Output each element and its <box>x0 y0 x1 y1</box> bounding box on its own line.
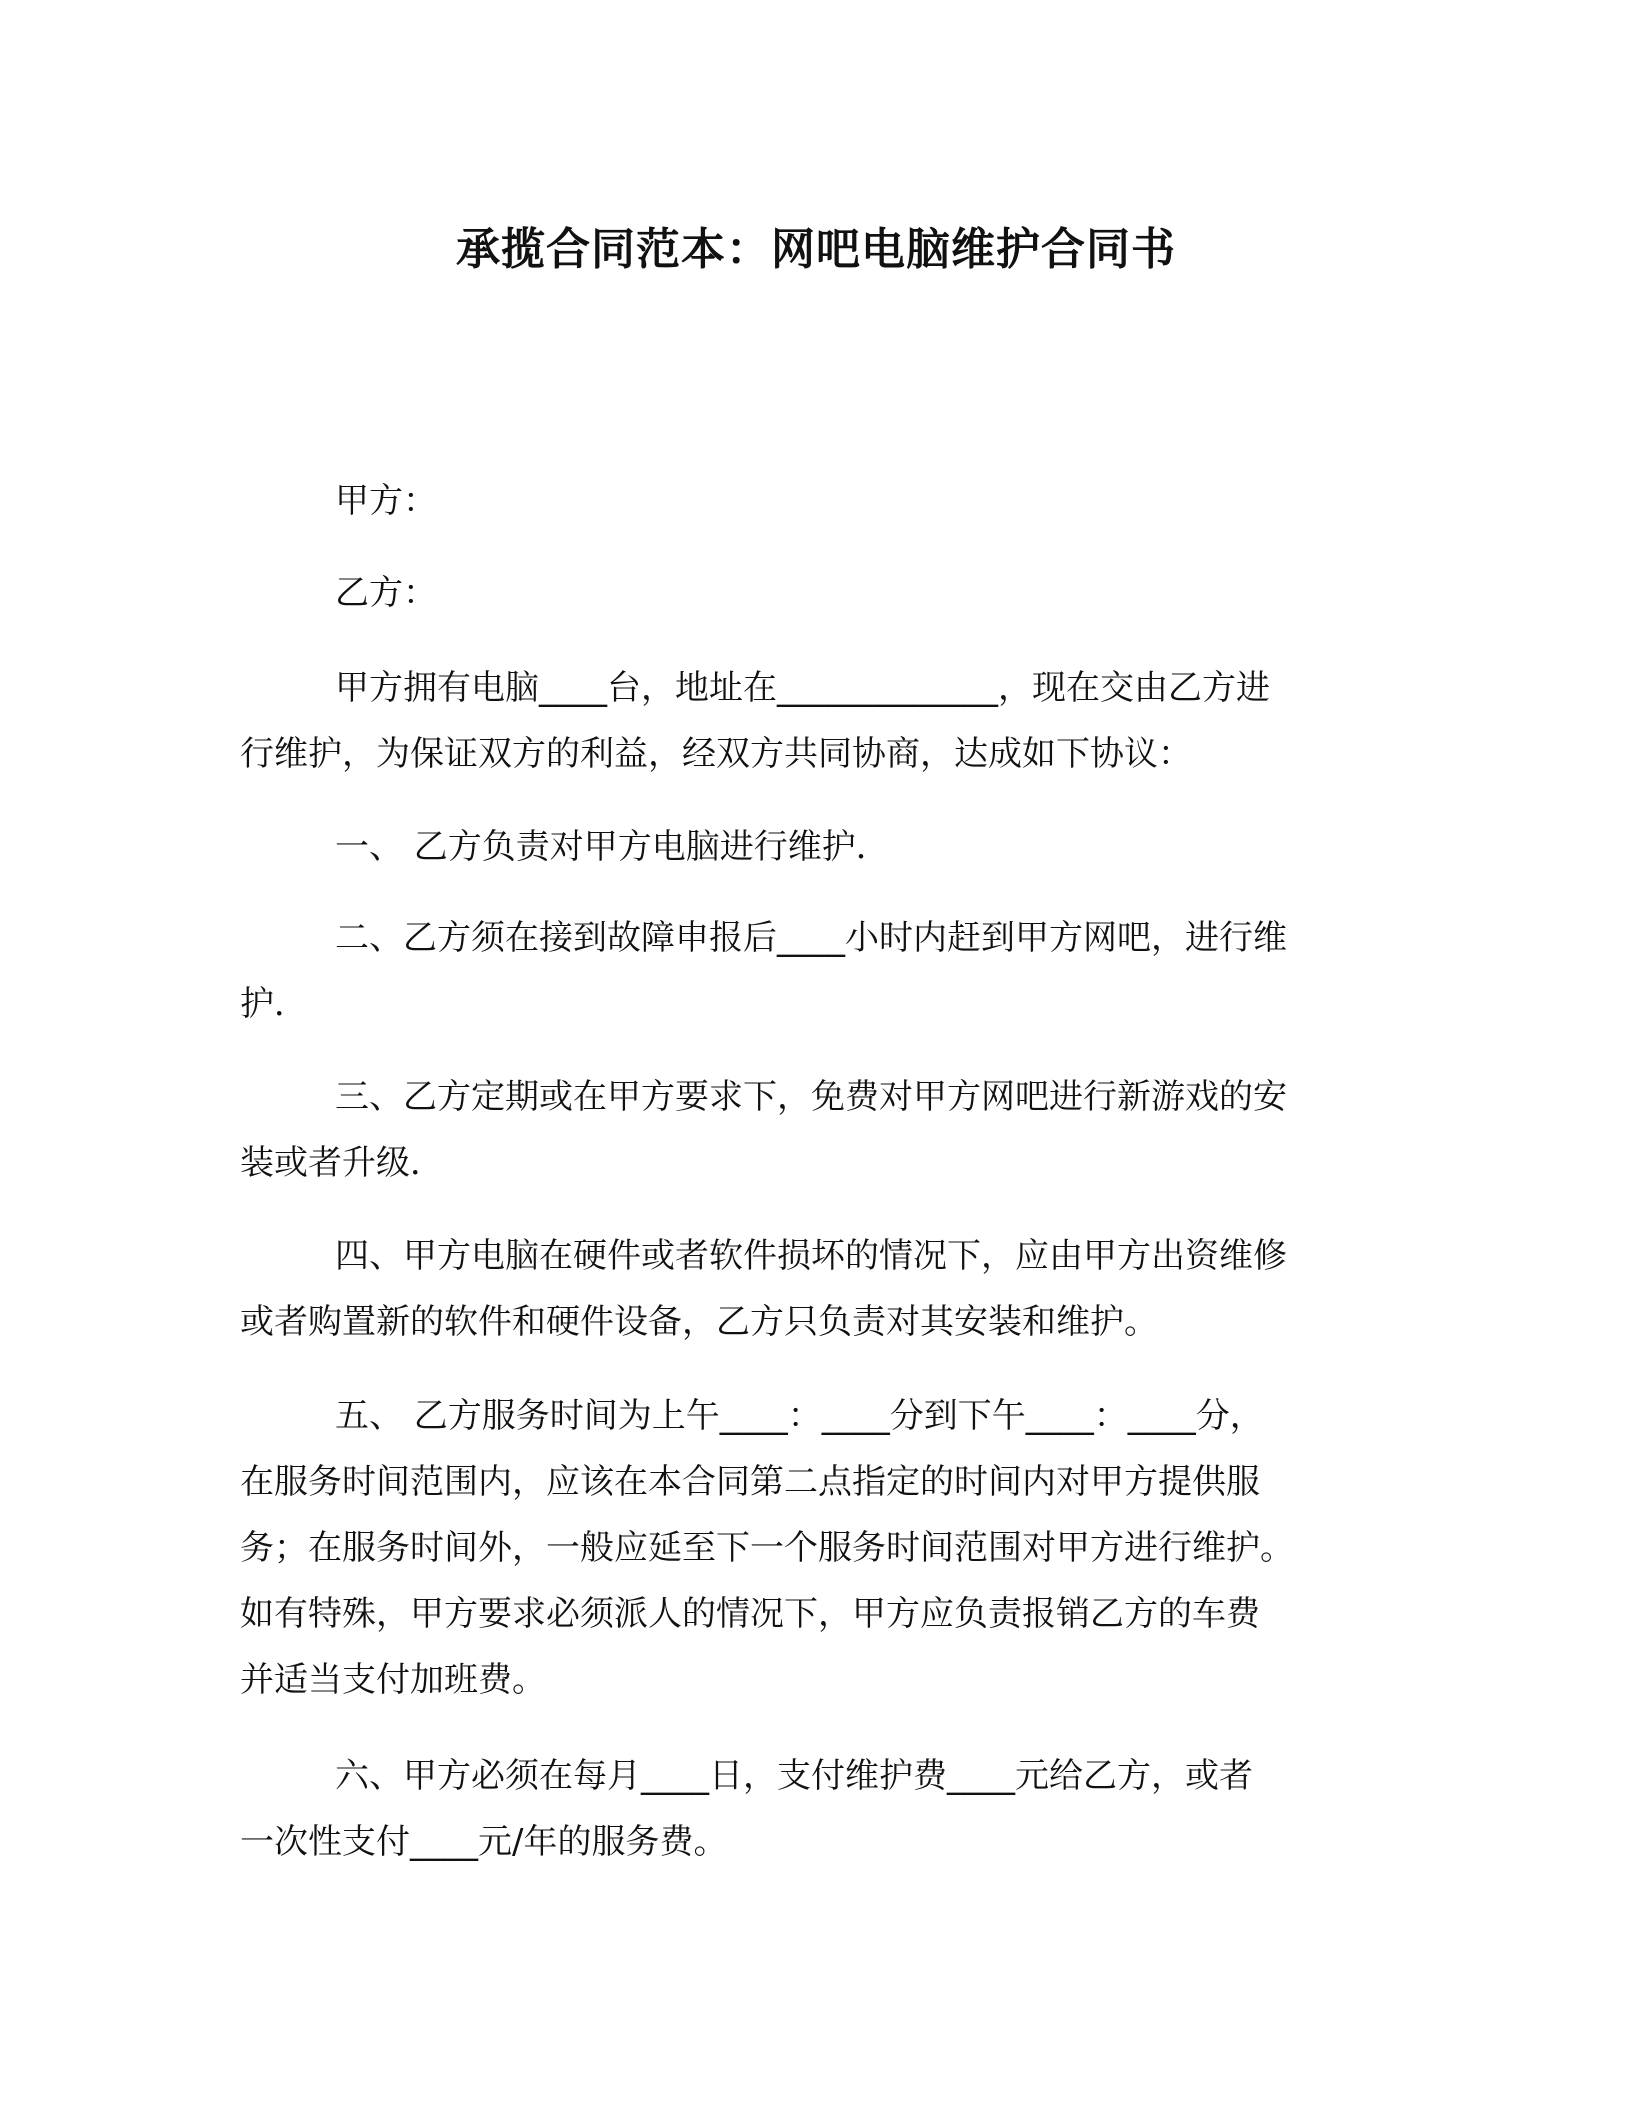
clause-1 <box>240 814 1392 880</box>
clause-2 <box>240 905 1392 1037</box>
clause-line: 六、甲方必须在每月____日，支付维护费____元给乙方，或者 <box>335 1756 1253 1796</box>
clause-line: 务；在服务时间外，一般应延至下一个服务时间范围对甲方进行维护。 <box>240 1528 1294 1568</box>
party-b-label: 乙方： <box>335 573 437 613</box>
clause-line: 二、乙方须在接到故障申报后____小时内赶到甲方网吧，进行维 <box>335 918 1287 958</box>
clause-4 <box>240 1223 1392 1355</box>
clause-line: 在服务时间范围内，应该在本合同第二点指定的时间内对甲方提供服 <box>240 1462 1260 1502</box>
clause-line: 五、 乙方服务时间为上午____：____分到下午____：____分， <box>335 1396 1264 1436</box>
clause-line: 如有特殊，甲方要求必须派人的情况下，甲方应负责报销乙方的车费 <box>240 1594 1260 1634</box>
clause-5 <box>240 1383 1392 1713</box>
clause-3 <box>240 1064 1392 1196</box>
clause-line: 一次性支付____元/年的服务费。 <box>240 1822 728 1862</box>
clause-line: 一、 乙方负责对甲方电脑进行维护． <box>335 827 890 867</box>
clause-line: 装或者升级． <box>240 1143 444 1183</box>
intro-line: 甲方拥有电脑____台，地址在_____________，现在交由乙方进 <box>335 668 1270 708</box>
clause-line: 四、甲方电脑在硬件或者软件损坏的情况下，应由甲方出资维修 <box>335 1236 1287 1276</box>
document-title: 承揽合同范本：网吧电脑维护合同书 <box>456 224 1176 275</box>
clause-line: 三、乙方定期或在甲方要求下，免费对甲方网吧进行新游戏的安 <box>335 1077 1287 1117</box>
clause-line: 或者购置新的软件和硬件设备，乙方只负责对其安装和维护。 <box>240 1302 1158 1342</box>
intro-line: 行维护，为保证双方的利益，经双方共同协商，达成如下协议： <box>240 734 1192 774</box>
party-a-label: 甲方： <box>335 481 437 521</box>
clause-6 <box>240 1743 1392 1875</box>
clause-line: 护． <box>240 984 308 1024</box>
clause-line: 并适当支付加班费。 <box>240 1660 546 1700</box>
intro-paragraph <box>240 655 1392 787</box>
